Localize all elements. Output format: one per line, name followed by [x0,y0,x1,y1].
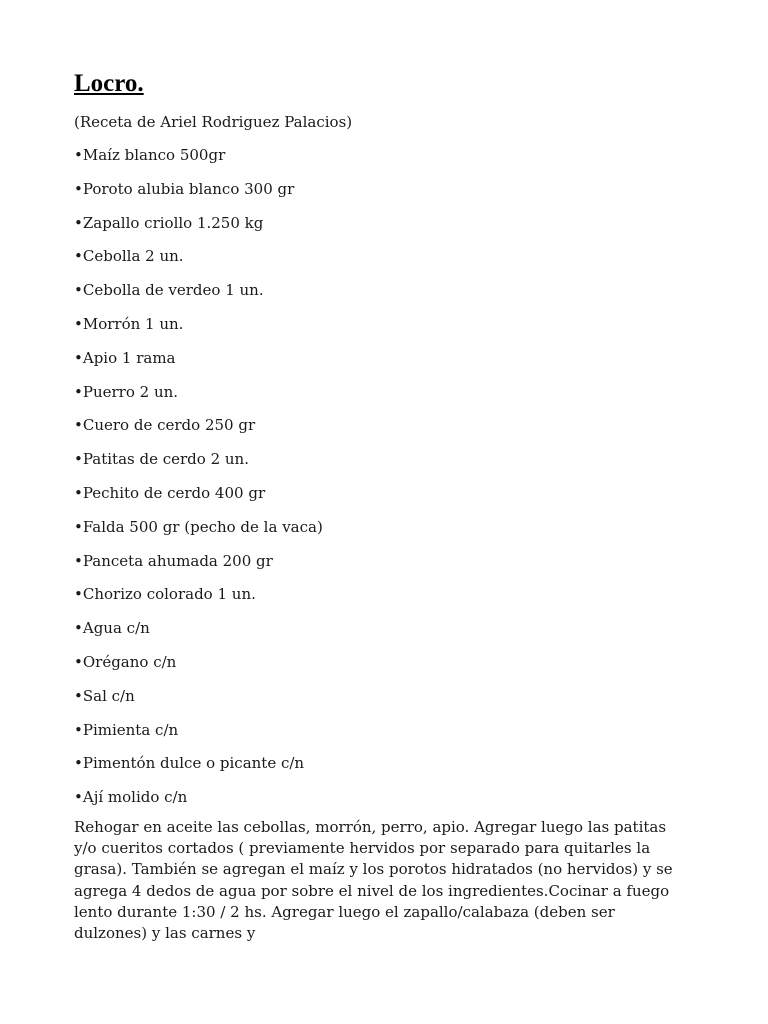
ingredient-text: Panceta ahumada 200 gr [82,551,273,570]
bullet-icon: • [74,314,83,333]
ingredient-item [74,382,674,402]
ingredient-item [74,686,674,706]
bullet-icon: • [74,585,83,604]
bullet-icon: • [74,450,83,469]
ingredient-text: Poroto alubia blanco 300 gr [82,179,295,198]
bullet-icon: • [74,686,83,705]
ingredient-item [74,618,674,638]
ingredient-item [74,584,674,604]
ingredient-item [74,280,674,300]
ingredient-item [74,551,674,571]
bullet-icon: • [74,483,83,502]
ingredient-text: Chorizo colorado 1 un. [82,585,256,604]
ingredient-item [74,348,674,368]
ingredient-text: Sal c/n [82,686,135,705]
bullet-icon: • [74,551,83,570]
ingredient-item [74,213,674,233]
bullet-icon: • [74,720,83,739]
ingredient-text: Morrón 1 un. [82,314,184,333]
ingredient-item [74,449,674,469]
ingredient-text: Pimienta c/n [82,720,179,739]
recipe-title: Locro. [74,70,144,97]
ingredient-text: Patitas de cerdo 2 un. [82,450,249,469]
bullet-icon: • [74,213,83,232]
ingredient-text: Maíz blanco 500gr [82,146,226,164]
ingredient-text: Pechito de cerdo 400 gr [82,483,266,502]
bullet-icon: • [74,382,83,401]
bullet-icon: • [74,517,83,536]
bullet-icon: • [74,788,83,807]
recipe-instructions: Rehogar en aceite las cebollas, morrón, perro, apio. Agregar luego las patitas y/o cueritos cortados ( previamente hervidos por separado para quitarles la grasa). También se agregan el maíz y los porotos hidratados (no hervidos) y se agrega 4 dedos de agua por sobre el nivel de los ingredientes.Cocinar a fuego lento durante 1:30 / 2 hs. Agregar luego el zapallo/calabaza (deben ser dulzones) y las carnes y [74,817,673,942]
ingredient-item [74,517,674,537]
bullet-icon: • [74,619,83,638]
ingredient-text: Ají molido c/n [82,788,188,807]
bullet-icon: • [74,348,83,367]
bullet-icon: • [74,179,83,198]
ingredient-item [74,179,674,199]
ingredient-text: Falda 500 gr (pecho de la vaca) [82,517,323,536]
ingredient-text: Zapallo criollo 1.250 kg [82,213,264,232]
bullet-icon: • [74,247,83,266]
ingredient-item [74,246,674,266]
ingredient-item [74,720,674,740]
ingredient-text: Cebolla 2 un. [82,247,184,266]
document-page [74,68,674,959]
bullet-icon: • [74,281,83,300]
ingredient-text: Cuero de cerdo 250 gr [82,416,256,435]
ingredient-text: Agua c/n [82,619,150,638]
ingredient-text: Cebolla de verdeo 1 un. [82,281,264,300]
bullet-icon: • [74,754,83,773]
ingredient-item [74,753,674,773]
ingredient-item [74,415,674,435]
ingredient-text: Apio 1 rama [82,348,176,367]
ingredient-item [74,483,674,503]
bullet-icon: • [74,146,83,164]
ingredient-text: Orégano c/n [82,652,177,671]
ingredient-item [74,787,674,807]
ingredient-item [74,652,674,672]
ingredient-text: Puerro 2 un. [82,382,179,401]
ingredient-text: Pimentón dulce o picante c/n [82,754,305,773]
ingredient-item [74,145,674,165]
bullet-icon: • [74,652,83,671]
bullet-icon: • [74,416,83,435]
ingredient-item [74,314,674,334]
ingredient-list [74,145,674,807]
recipe-subtitle: (Receta de Ariel Rodriguez Palacios) [74,113,353,131]
